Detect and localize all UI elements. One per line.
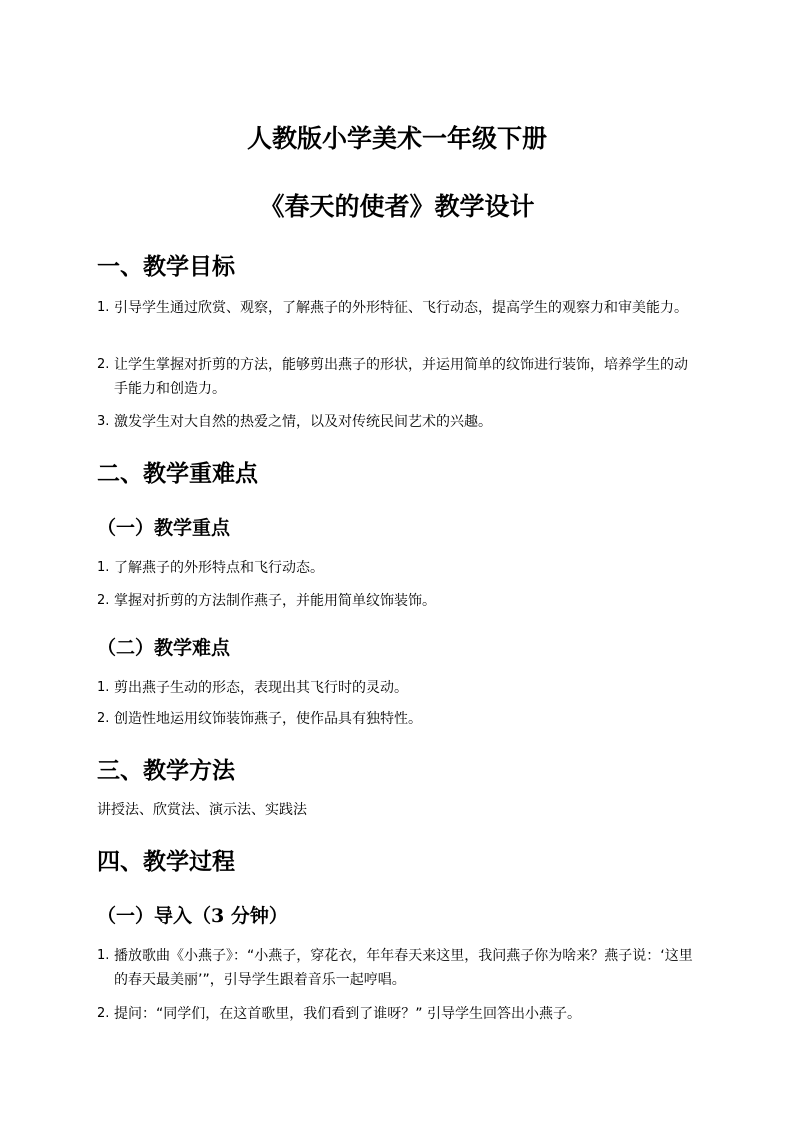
section-heading-objectives: 一、教学目标: [97, 253, 235, 280]
list-item-text: 引导学生通过欣赏、观察，了解燕子的外形特征、飞行动态，提高学生的观察力和审美能力。: [114, 300, 688, 316]
list-item-text: 掌握对折剪的方法制作燕子，并能用简单纹饰装饰。: [114, 593, 436, 609]
list-item-number: 1.: [97, 560, 110, 575]
list-item: [97, 944, 697, 992]
list-item-text: 了解燕子的外形特点和飞行动态。: [114, 560, 324, 576]
list-item-number: 1.: [97, 680, 110, 695]
list-item: [97, 296, 697, 320]
list-item-number: 2.: [97, 1006, 110, 1021]
list-item-number: 2.: [97, 711, 110, 726]
list-item: [97, 589, 697, 613]
list-item: [97, 1002, 697, 1026]
subsection-heading-introduction: （一）导入（3 分钟）: [97, 905, 288, 927]
list-item-text: 创造性地运用纹饰装饰燕子，使作品具有独特性。: [114, 711, 422, 727]
list-item: [97, 353, 697, 401]
list-item-number: 1.: [97, 948, 110, 963]
list-item: [97, 410, 697, 434]
list-item-text: 剪出燕子生动的形态，表现出其飞行时的灵动。: [114, 680, 408, 696]
list-item-number: 3.: [97, 414, 110, 429]
list-item-number: 1.: [97, 300, 110, 315]
list-item-text: 激发学生对大自然的热爱之情，以及对传统民间艺术的兴趣。: [114, 414, 492, 430]
list-item: [97, 707, 697, 731]
section-heading-key-points: 二、教学重难点: [97, 460, 258, 487]
list-item-text: 提问：“同学们，在这首歌里，我们看到了谁呀？” 引导学生回答出小燕子。: [114, 1006, 581, 1022]
document-title: 人教版小学美术一年级下册: [246, 124, 547, 153]
section-heading-process: 四、教学过程: [97, 848, 235, 875]
list-item: [97, 556, 697, 580]
subsection-heading-difficulty: （二）教学难点: [97, 637, 231, 659]
list-item-text: 让学生掌握对折剪的方法，能够剪出燕子的形状，并运用简单的纹饰进行装饰，培养学生的动手能力和创造力。: [114, 357, 688, 397]
list-item-number: 2.: [97, 357, 110, 372]
methods-text: 讲授法、欣赏法、演示法、实践法: [97, 802, 307, 818]
subsection-heading-focus: （一）教学重点: [97, 517, 231, 539]
list-item-text: 播放歌曲《小燕子》：“小燕子，穿花衣，年年春天来这里，我问燕子你为啥来？燕子说：‘这里的春天最美丽’”，引导学生跟着音乐一起哼唱。: [114, 948, 693, 988]
section-heading-methods: 三、教学方法: [97, 757, 235, 784]
list-item-number: 2.: [97, 593, 110, 608]
document-subtitle: 《春天的使者》教学设计: [259, 192, 535, 221]
list-item: [97, 676, 697, 700]
